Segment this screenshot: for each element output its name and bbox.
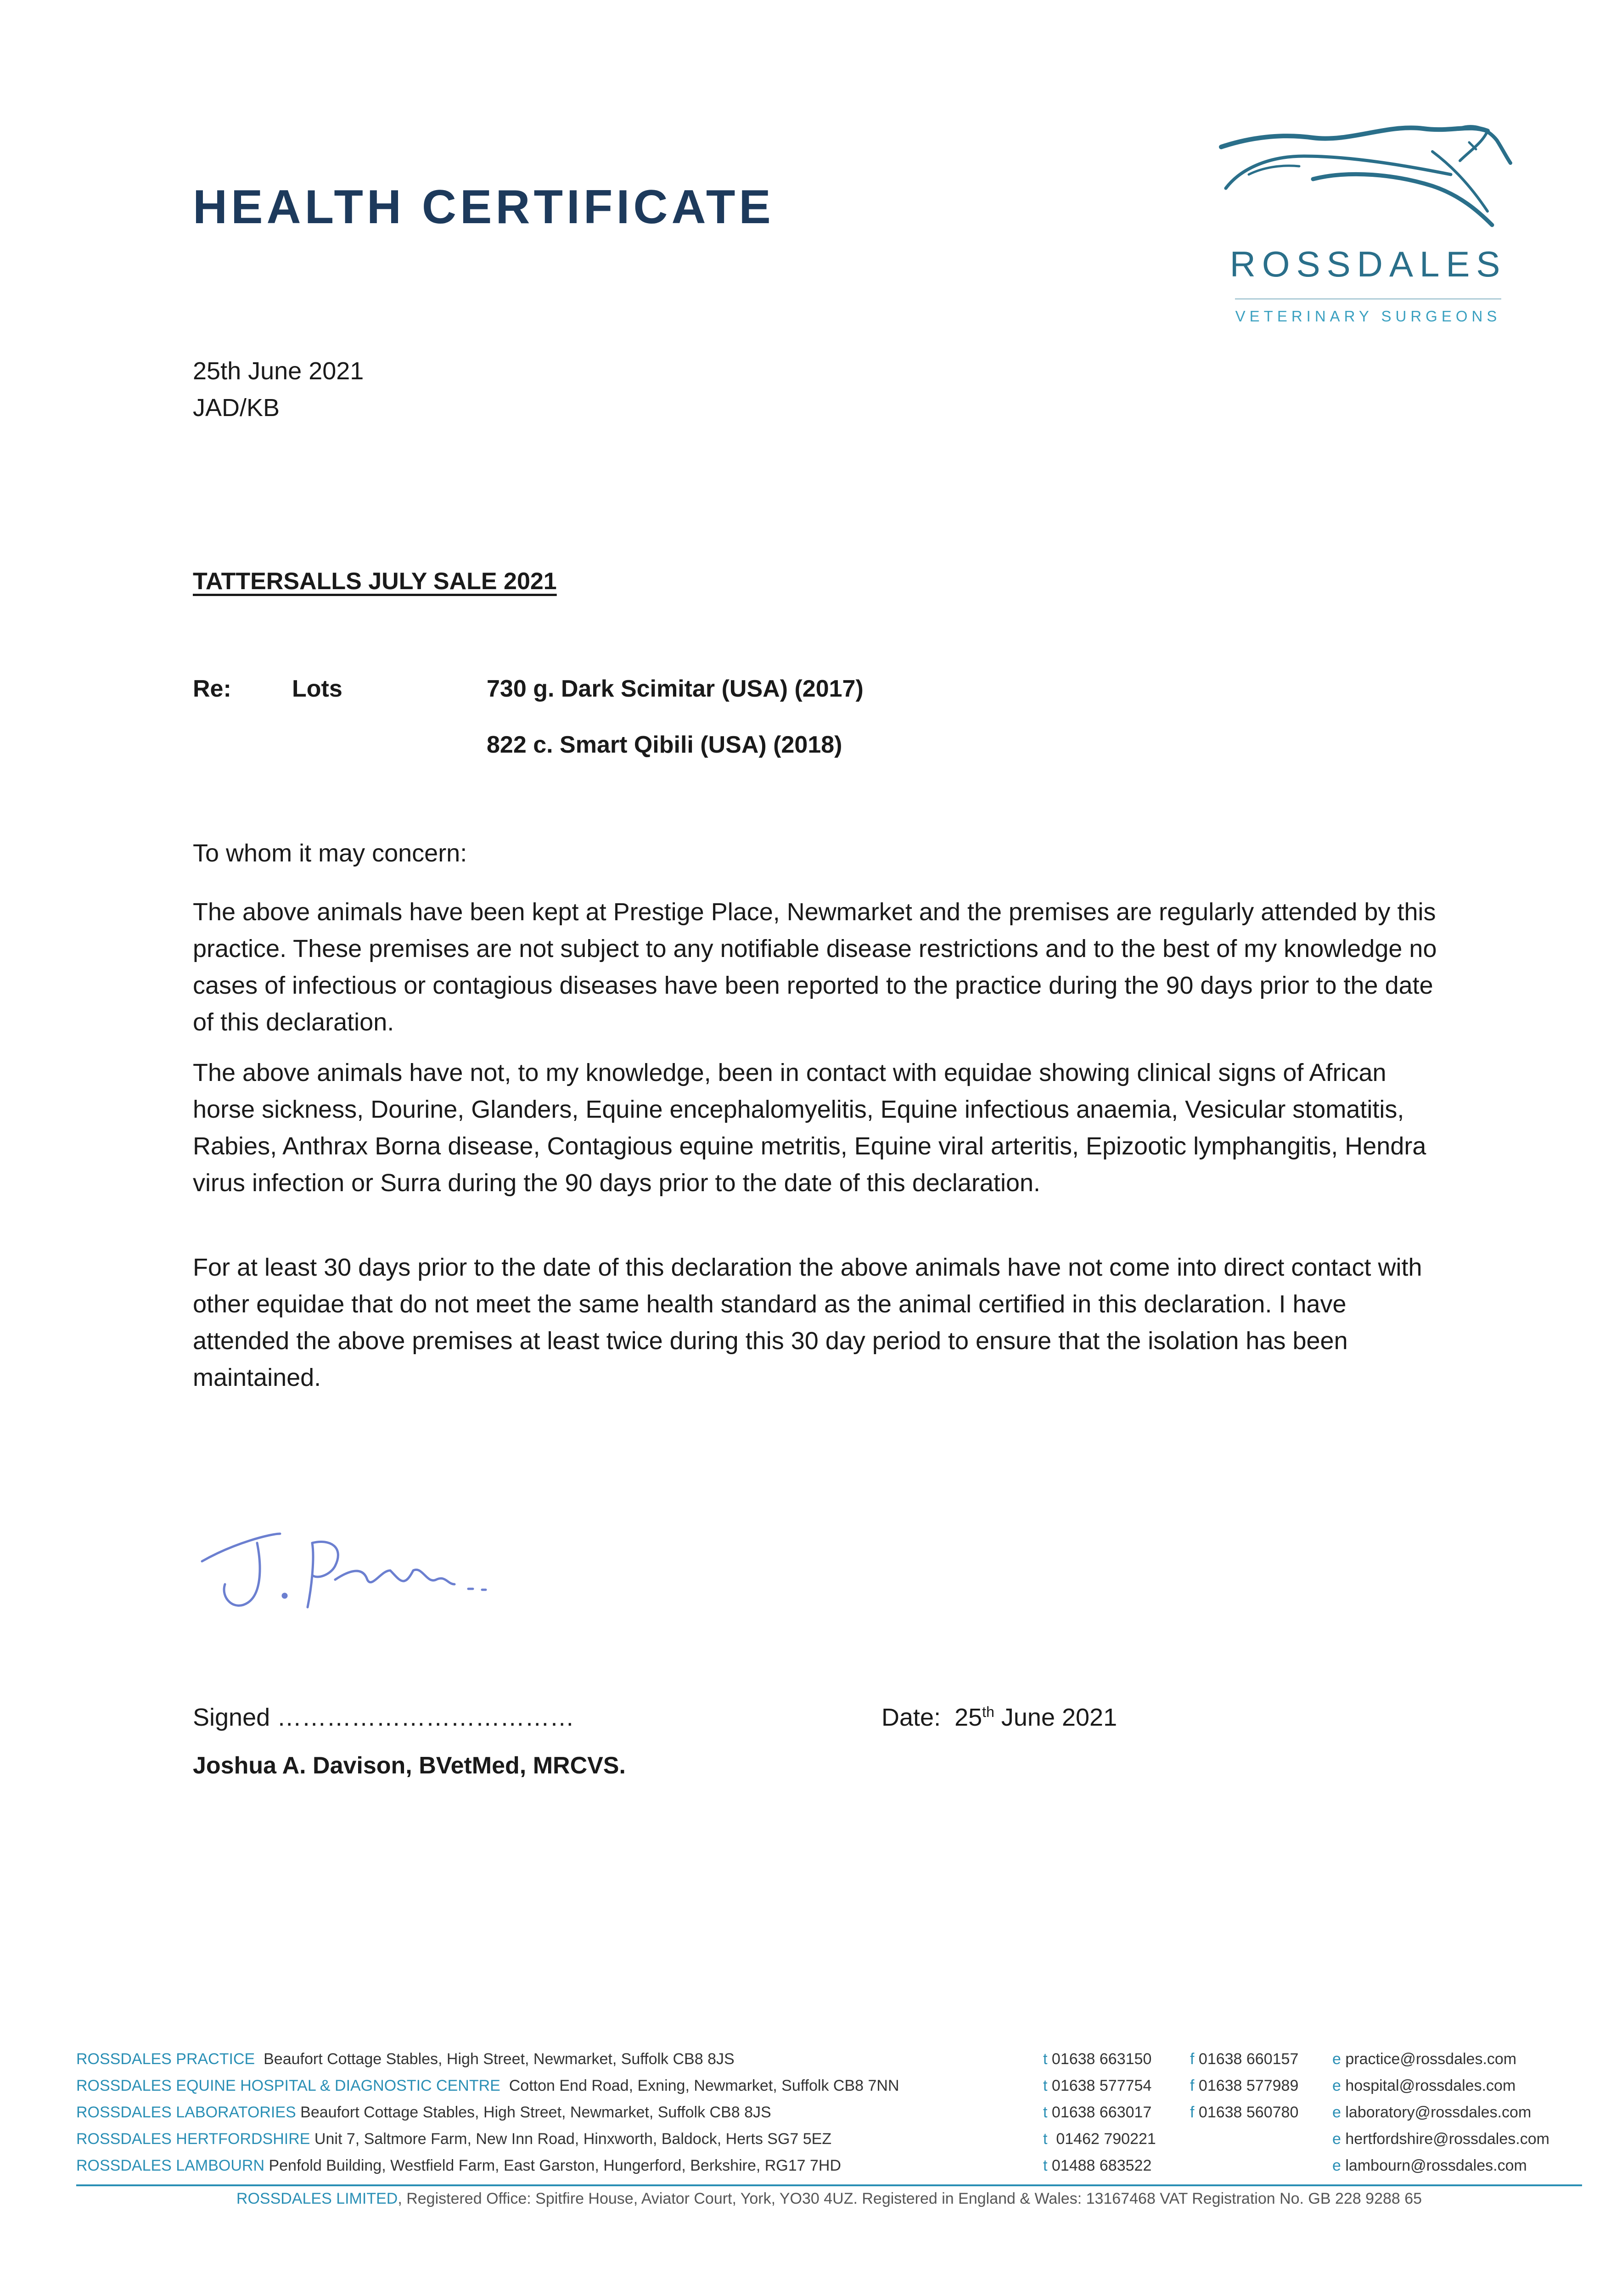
footer-divider [76,2184,1582,2186]
office-fax: 01638 660157 [1198,2050,1299,2068]
registered-office [76,2190,1582,2208]
office-phone: 01638 577754 [1051,2077,1152,2094]
footer-office-row: ROSSDALES LABORATORIES Beaufort Cottage Stables, High Street, Newmarket, Suffolk CB8 8JS t 01638 663017 f 01638 560780 e laboratory@rossdales.com [76,2104,1532,2121]
letter-reference: JAD/KB [193,394,280,422]
office-email[interactable]: hospital@rossdales.com [1345,2077,1516,2094]
date-suffix: th [982,1704,994,1720]
lot-item: 822 c. Smart Qibili (USA) (2018) [487,732,842,758]
signature-icon [197,1515,510,1635]
office-address: Beaufort Cottage Stables, High Street, Newmarket, Suffolk CB8 8JS [300,2104,771,2121]
company-name: ROSSDALES LIMITED [236,2190,398,2207]
office-phone: 01462 790221 [1056,2130,1156,2148]
letter-date: 25th June 2021 [193,357,364,385]
office-phone: 01488 683522 [1051,2157,1152,2174]
brand-name: ROSSDALES [1229,244,1507,284]
office-fax: 01638 560780 [1198,2104,1299,2121]
office-name: ROSSDALES EQUINE HOSPITAL & DIAGNOSTIC CENTRE [76,2077,500,2094]
office-address: Beaufort Cottage Stables, High Street, Newmarket, Suffolk CB8 8JS [264,2050,735,2068]
footer [76,2046,1582,2208]
office-email[interactable]: laboratory@rossdales.com [1345,2104,1532,2121]
body-paragraph: The above animals have not, to my knowledge, been in contact with equidae showing clinical signs of African horse sickness, Dourine, Glanders, Equine encephalomyelitis, Equine infectious anaemia, Vesicular stomatitis, Rabies, Anthrax Borna disease, Contagious equine metritis, Equine viral arteritis, Epizootic lymphangitis, Hendra virus infection or Surra during the 90 days prior to the date of this declaration. [193,1059,1426,1197]
document-title: HEALTH CERTIFICATE [193,180,775,234]
office-fax: 01638 577989 [1198,2077,1299,2094]
office-name: ROSSDALES HERTFORDSHIRE [76,2130,310,2148]
footer-office-row: ROSSDALES LAMBOURN Penfold Building, Westfield Farm, East Garston, Hungerford, Berkshire, RG17 7HD t 01488 683522 e lambourn@rossdales.com [76,2157,1527,2174]
office-address: Cotton End Road, Exning, Newmarket, Suffolk CB8 7NN [509,2077,899,2094]
lot-item: 730 g. Dark Scimitar (USA) (2017) [487,675,864,702]
office-email[interactable]: lambourn@rossdales.com [1345,2157,1527,2174]
signatory-name: Joshua A. Davison, BVetMed, MRCVS. [193,1752,626,1779]
office-phone: 01638 663017 [1051,2104,1152,2121]
office-name: ROSSDALES PRACTICE [76,2050,255,2068]
date-day: 25 [954,1704,982,1731]
horse-logo-icon [1212,106,1524,243]
date-label: Date: [881,1704,941,1731]
brand-tagline: VETERINARY SURGEONS [1235,308,1501,325]
handwritten-signature [197,1515,510,1635]
footer-office-row: ROSSDALES HERTFORDSHIRE Unit 7, Saltmore Farm, New Inn Road, Hinxworth, Baldock, Herts SG7 5EZ t 01462 790221 e hertfordshire@rossdales.com [76,2130,1549,2148]
brand-divider [1235,298,1501,299]
body-paragraph: For at least 30 days prior to the date of this declaration the above animals have not come into direct contact with other equidae that do not meet the same health standard as the animal certified in this declaration. I have attended the above premises at least twice during this 30 day period to ensure that the isolation has been maintained. [193,1254,1422,1391]
date-rest: June 2021 [1001,1704,1117,1731]
office-address: Unit 7, Saltmore Farm, New Inn Road, Hinxworth, Baldock, Herts SG7 5EZ [314,2130,832,2148]
rossdales-logo [1212,106,1524,335]
office-name: ROSSDALES LAMBOURN [76,2157,264,2174]
office-email[interactable]: practice@rossdales.com [1345,2050,1517,2068]
signed-date [881,1699,1117,1736]
lots-label: Lots [292,675,342,702]
sale-title: TATTERSALLS JULY SALE 2021 [193,568,557,595]
salutation: To whom it may concern: [193,839,467,867]
office-email[interactable]: hertfordshire@rossdales.com [1345,2130,1549,2148]
office-name: ROSSDALES LABORATORIES [76,2104,296,2121]
office-address: Penfold Building, Westfield Farm, East Garston, Hungerford, Berkshire, RG17 7HD [269,2157,842,2174]
signed-line: Signed ……………………………… [193,1704,575,1731]
office-phone: 01638 663150 [1051,2050,1152,2068]
body-paragraph: The above animals have been kept at Prestige Place, Newmarket and the premises are regularly attended by this practice. These premises are not subject to any notifiable disease restrictions and to the best of my knowledge no cases of infectious or contagious diseases have been reported to the practice during the 90 days prior to the date of this declaration. [193,898,1437,1036]
footer-office-row: ROSSDALES EQUINE HOSPITAL & DIAGNOSTIC CENTRE Cotton End Road, Exning, Newmarket, Suffolk CB8 7NN t 01638 577754 f 01638 577989 e hospital@rossdales.com [76,2077,1516,2094]
registered-text: , Registered Office: Spitfire House, Aviator Court, York, YO30 4UZ. Registered in England & Wales: 13167468 VAT Registration No. GB 228 9288 65 [398,2190,1422,2207]
footer-office-row: ROSSDALES PRACTICE Beaufort Cottage Stables, High Street, Newmarket, Suffolk CB8 8JS t 01638 663150 f 01638 660157 e practice@rossdales.com [76,2050,1517,2068]
re-label: Re: [193,675,231,702]
